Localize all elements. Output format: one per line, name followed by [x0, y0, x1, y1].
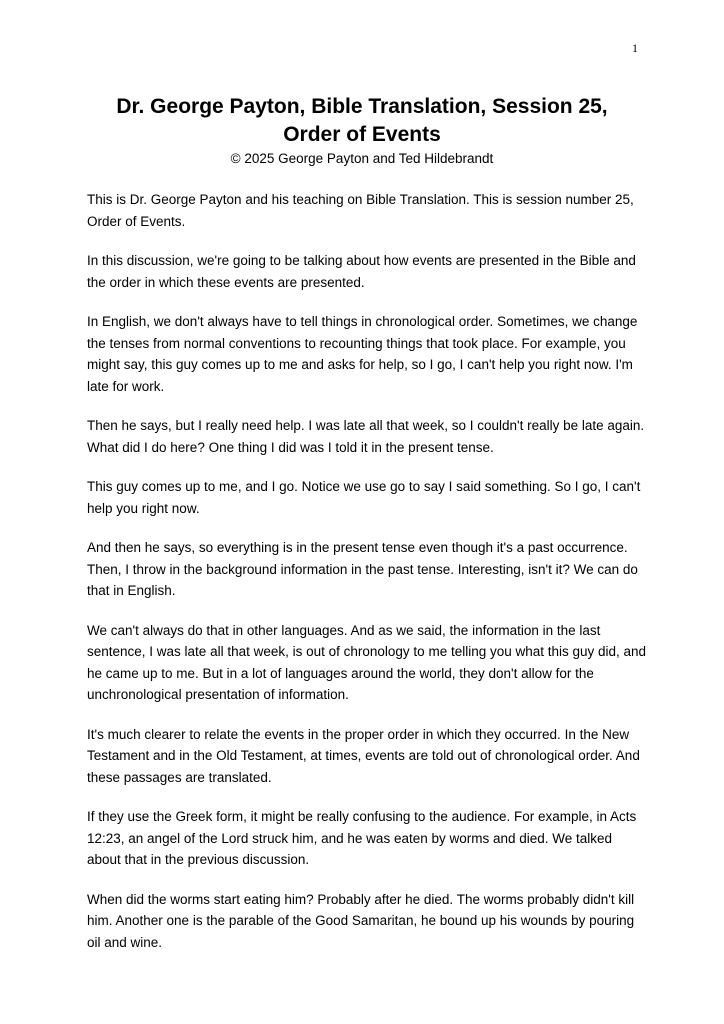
- paragraph: In English, we don't always have to tell things in chronological order. Sometimes, we change the tenses from normal conventions to recounting things that took place. For example, you might say, this guy comes up to me and asks for help, so I go, I can't help you right now. I'm late for work.: [87, 314, 638, 394]
- title-line-2: Order of Events: [283, 123, 441, 146]
- document-body: [87, 189, 647, 971]
- document-title: [0, 93, 724, 149]
- paragraph: It's much clearer to relate the events in the proper order in which they occurred. In the New Testament and in the Old Testament, at times, events are told out of chronological order. And these passages are translated.: [87, 726, 640, 785]
- paragraph: When did the worms start eating him? Probably after he died. The worms probably didn't kill him. Another one is the parable of the Good Samaritan, he bound up his wounds by pouring oil and wine.: [87, 891, 635, 950]
- paragraph: In this discussion, we're going to be talking about how events are presented in the Bible and the order in which these events are presented.: [87, 253, 636, 290]
- paragraph: Then he says, but I really need help. I was late all that week, so I couldn't really be late again. What did I do here? One thing I did was I told it in the present tense.: [87, 418, 645, 455]
- paragraph: We can't always do that in other languages. And as we said, the information in the last sentence, I was late all that week, is out of chronology to me telling you what this guy did, and he came up to me. But in a lot of languages around the world, they don't allow for the unchronological presentation of information.: [87, 622, 647, 702]
- copyright-line: © 2025 George Payton and Ted Hildebrandt: [230, 151, 494, 166]
- page-number: 1: [632, 41, 638, 55]
- paragraph: And then he says, so everything is in the present tense even though it's a past occurrence. Then, I throw in the background information in the past tense. Interesting, isn't it? We can do that in English.: [87, 540, 638, 598]
- paragraph: This guy comes up to me, and I go. Notice we use go to say I said something. So I go, I can't help you right now.: [87, 479, 641, 516]
- title-line-1: Dr. George Payton, Bible Translation, Session 25,: [116, 95, 608, 118]
- paragraph: If they use the Greek form, it might be really confusing to the audience. For example, in Acts 12:23, an angel of the Lord struck him, and he was eaten by worms and died. We talked about that in the previous discussion.: [87, 809, 637, 867]
- document-header: [0, 93, 724, 168]
- paragraph: This is Dr. George Payton and his teaching on Bible Translation. This is session number 25, Order of Events.: [87, 192, 634, 229]
